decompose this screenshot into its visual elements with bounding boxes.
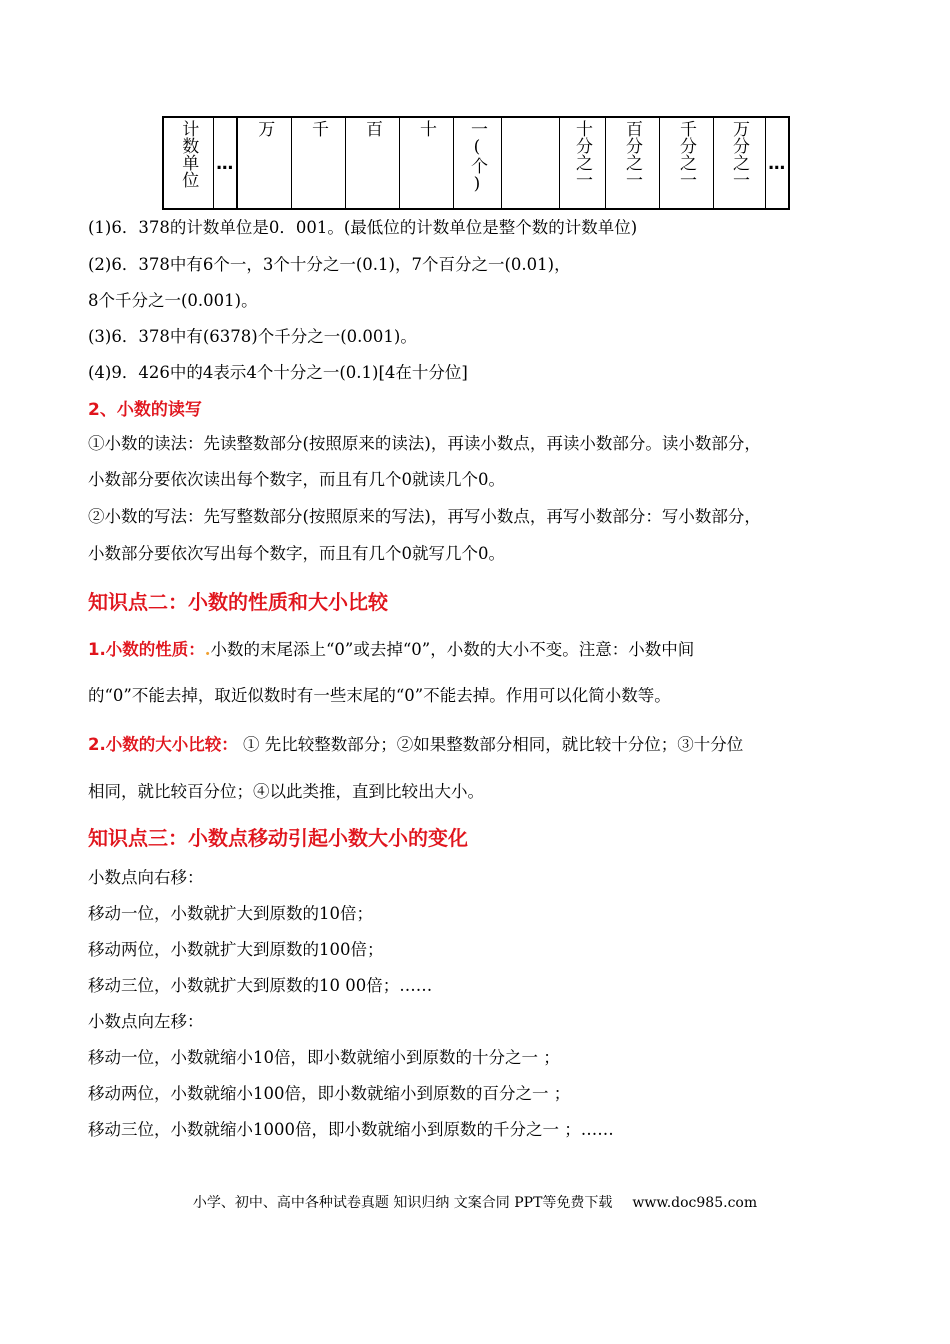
page-footer — [0, 1192, 950, 1212]
table-cell-wan: 万 — [237, 117, 291, 209]
move-line-7: 移动两位，小数就缩小100倍，即小数就缩小到原数的百分之一 ； — [88, 1084, 571, 1103]
property-line-2: 的“0”不能去掉，取近似数时有一些末尾的“0”不能去掉。作用可以化简小数等。 — [88, 686, 671, 705]
counting-unit-table — [162, 116, 790, 210]
knowledge-point-2-title: 知识点二：小数的性质和大小比较 — [88, 590, 388, 614]
move-line-8: 移动三位，小数就缩小1000倍，即小数就缩小到原数的千分之一 ；…… — [88, 1120, 614, 1139]
compare-label: 2.小数的大小比较： — [88, 735, 238, 754]
knowledge-point-3-title: 知识点三：小数点移动引起小数大小的变化 — [88, 826, 468, 850]
table-cell-bai: 百 — [345, 117, 399, 209]
example-line-5: (4)9．426中的4表示4个十分之一(0.1)[4在十分位] — [88, 363, 468, 382]
writing-rule-line-2: 小数部分要依次写出每个数字，而且有几个0就写几个0。 — [88, 544, 505, 563]
move-line-1: 小数点向右移： — [88, 868, 204, 887]
compare-line-2: 相同，就比较百分位；④以此类推，直到比较出大小。 — [88, 782, 484, 801]
move-line-3: 移动两位，小数就扩大到原数的100倍； — [88, 940, 384, 959]
example-line-4: (3)6．378中有(6378)个千分之一(0.001)。 — [88, 327, 417, 346]
property-text: 小数的末尾添上“0”或去掉“0”，小数的大小不变。注意：小数中间 — [210, 640, 695, 659]
compare-line-1 — [88, 731, 743, 755]
example-line-3: 8个千分之一(0.001)。 — [88, 291, 258, 310]
table-cell-tenths: 十分之一 — [559, 117, 605, 209]
section-title-reading-writing: 2、小数的读写 — [88, 400, 202, 420]
compare-text: ① 先比较整数部分；②如果整数部分相同，就比较十分位；③十分位 — [237, 735, 744, 754]
property-line-1 — [88, 636, 694, 660]
footer-text: 小学、初中、高中各种试卷真题 知识归纳 文案合同 PPT等免费下载 — [192, 1195, 613, 1211]
example-line-1: (1)6．378的计数单位是0．001。(最低位的计数单位是整个数的计数单位) — [88, 218, 638, 237]
table-cell-ten-thousandths: 万分之一 — [713, 117, 765, 209]
property-label: 1.小数的性质： — [88, 640, 205, 659]
table-cell-thousandths: 千分之一 — [659, 117, 713, 209]
table-cell-shi: 十 — [399, 117, 453, 209]
table-ellipsis-right: … — [765, 117, 789, 209]
table-cell-qian: 千 — [291, 117, 345, 209]
table-cell-decimal-point — [501, 117, 559, 209]
table-cell-hundredths: 百分之一 — [605, 117, 659, 209]
table-header-cell: 计数单位 — [163, 117, 213, 209]
reading-rule-line-2: 小数部分要依次读出每个数字，而且有几个0就读几个0。 — [88, 470, 505, 489]
move-line-2: 移动一位，小数就扩大到原数的10倍； — [88, 904, 373, 923]
table-ellipsis-left: … — [213, 117, 237, 209]
example-line-2: (2)6．378中有6个一，3个十分之一(0.1)，7个百分之一(0.01)， — [88, 255, 571, 274]
writing-rule-line-1: ②小数的写法：先写整数部分(按照原来的写法)，再写小数点，再写小数部分：写小数部分， — [88, 507, 761, 526]
move-line-5: 小数点向左移： — [88, 1012, 204, 1031]
property-mark: . — [204, 640, 211, 659]
move-line-6: 移动一位，小数就缩小10倍，即小数就缩小到原数的十分之一 ； — [88, 1048, 560, 1067]
table-cell-yi: 一(个) — [453, 117, 501, 209]
footer-link[interactable]: www.doc985.com — [632, 1195, 758, 1211]
move-line-4: 移动三位，小数就扩大到原数的10 00倍；…… — [88, 976, 433, 995]
reading-rule-line-1: ①小数的读法：先读整数部分(按照原来的读法)，再读小数点，再读小数部分。读小数部分， — [88, 434, 761, 453]
